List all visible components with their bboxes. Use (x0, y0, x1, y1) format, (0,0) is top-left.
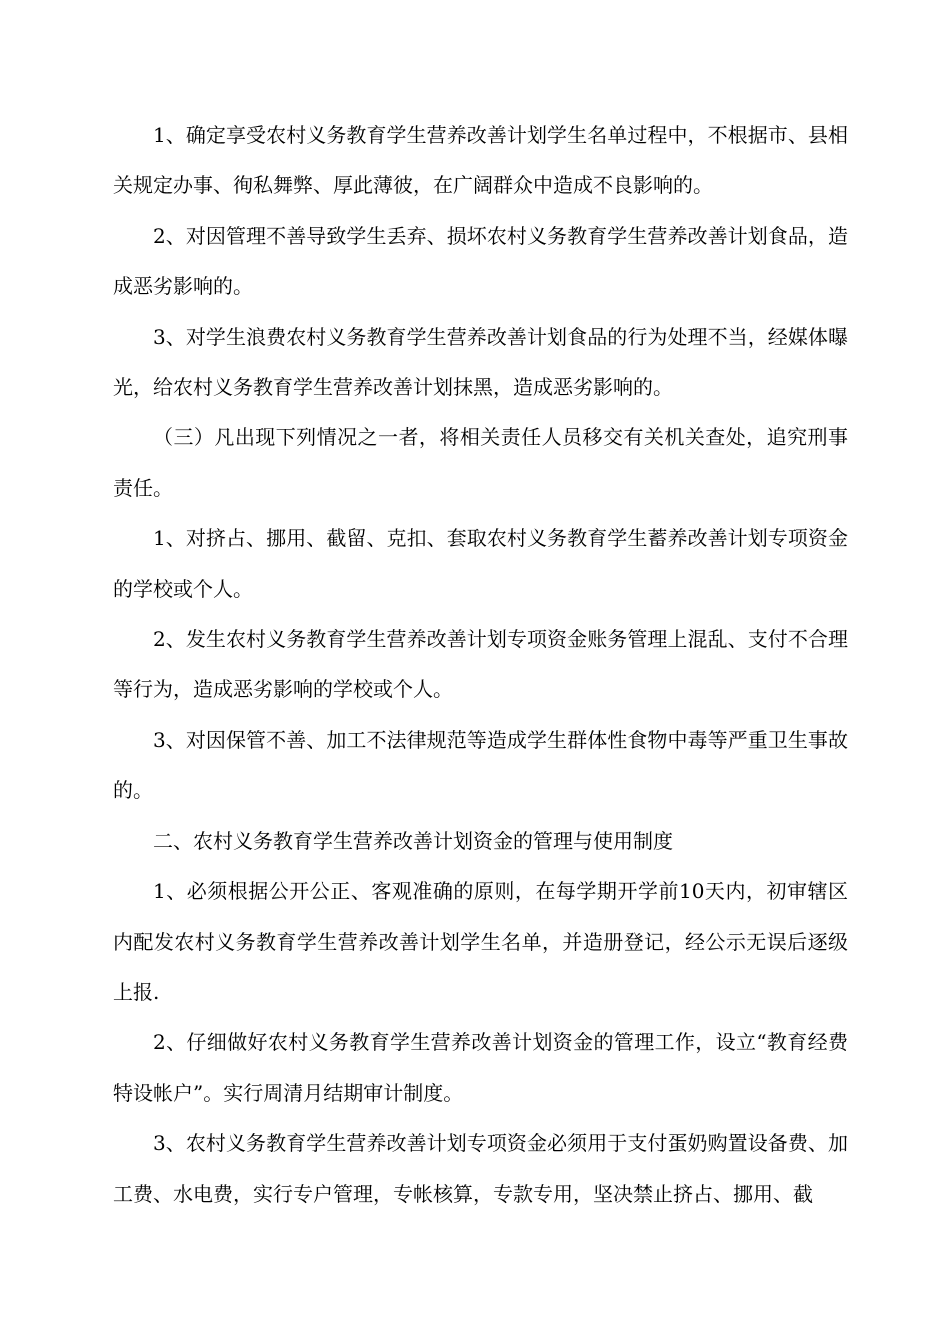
paragraph-6: 2、发生农村义务教育学生营养改善计划专项资金账务管理上混乱、支付不合理等行为，造成恶劣影响的学校或个人。 (113, 627, 848, 702)
paragraph-10: 2、仔细做好农村义务教育学生营养改善计划资金的管理工作，设立“教育经费特设帐户”。实行周清月结期审计制度。 (113, 1030, 848, 1105)
paragraph-2: 2、对因管理不善导致学生丢弃、损坏农村义务教育学生营养改善计划食品，造成恶劣影响的。 (113, 223, 848, 299)
section-heading-2: 二、农村义务教育学生营养改善计划资金的管理与使用制度 (153, 828, 673, 853)
paragraph-5: 1、对挤占、挪用、截留、克扣、套取农村义务教育学生蓄养改善计划专项资金的学校或个人。 (113, 526, 848, 601)
paragraph-7: 3、对因保管不善、加工不法律规范等造成学生群体性食物中毒等严重卫生事故的。 (113, 727, 848, 803)
paragraph-11: 3、农村义务教育学生营养改善计划专项资金必须用于支付蛋奶购置设备费、加工费、水电费，实行专户管理，专帐核算，专款专用，坚决禁止挤占、挪用、截 (113, 1131, 848, 1206)
paragraph-1: 1、确定享受农村义务教育学生营养改善计划学生名单过程中，不根据市、县相关规定办事、徇私舞弊、厚此薄彼，在广阔群众中造成不良影响的。 (113, 123, 848, 198)
document-body (113, 110, 848, 1219)
paragraph-9: 1、必须根据公开公正、客观准确的原则，在每学期开学前10天内，初审辖区内配发农村义务教育学生营养改善计划学生名单，并造册登记，经公示无误后逐级上报. (113, 879, 848, 1004)
paragraph-3: 3、对学生浪费农村义务教育学生营养改善计划食品的行为处理不当，经媒体曝光，给农村义务教育学生营养改善计划抹黑，造成恶劣影响的。 (113, 324, 848, 400)
section-heading-3: （三）凡出现下列情况之一者，将相关责任人员移交有关机关查处，追究刑事责任。 (113, 425, 848, 500)
